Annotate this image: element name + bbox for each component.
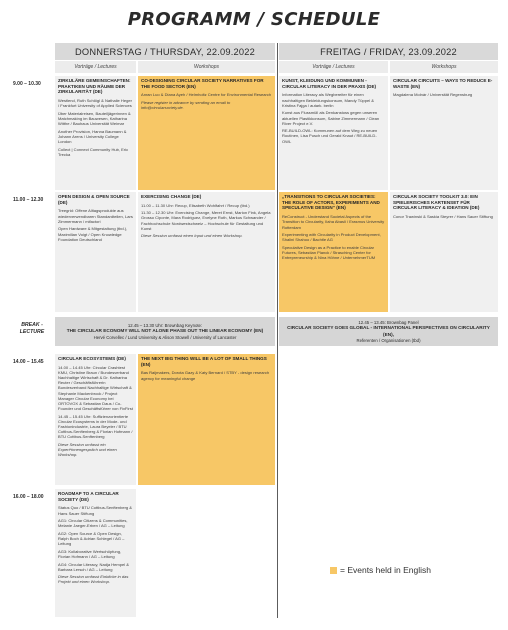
session-roadmap: ROADMAP TO A CIRCULAR SOCIETY (DE) Status Quo / BTU Cottbus-Senftenberg & Hans Sauer Stiftung AG1: Circular Citizens & Communities, Melanie Jaeger-Erben / AG – Leitung AG2: Open Source & Open Design, Ralph Boch & Adrian Schlegel / AG – Leitung AG3: Kollaborative Wertschöpfung, Florian Hofmann / AG – Leitung AG4: Circular Literacy, Nadja Hempel & Barbara Lersch / AG – Leitung Diese Session umfasst Einblicke in das Projekt und einen Workshop.	[55, 489, 136, 617]
session-open-design: OPEN DESIGN & OPEN SOURCE (DE) Treegrid: Offene Alltagsprodukte aus wiederverwendbaren Standardteilen, Lars Zimmermann / mifactori Open Hardware & Mitgestaltung (tbd.), Maximilian Voigt / Open Knowledge Foundation Deutschland	[55, 192, 136, 312]
session-title: ROADMAP TO A CIRCULAR SOCIETY (DE)	[58, 491, 119, 502]
session-title: CO-DESIGNING CIRCULAR SOCIETY NARRATIVES FOR THE FOOD SECTOR (EN)	[141, 78, 264, 89]
subheader-lectures-thu: Vorträge / Lectures	[55, 61, 136, 73]
session-title: THE NEXT BIG THING WILL BE A LOT OF SMALL THINGS (EN)	[141, 356, 267, 367]
keynote-thursday: 12.45 – 13.30 Uhr: Brownbag Keynote: THE CIRCULAR ECONOMY WILL NOT ALONE PHASE OUT THE LINEAR ECONOMY (EN) Hervé Corvellec / Lund University & Alison Stowell / University of Lancaster	[55, 317, 275, 346]
session-kunst-kleidung: KUNST, KLEIDUNG UND KOMMUNEN - CIRCULAR LITERACY IN DER PRAXIS (DE) Information Literacy als Wegbereiter für einen nachhaltigen Bekleidungskonsum, Mandy Tüppel & Kristina Fajga / autark. berlin Kunst aus Flussmüll als Denkanstoss gegen unseren aktuellen Plastikkonsum, Sabine Zimmermann / Clean River Project e.V. RE-BUILD-OWL: Kommunen auf dem Weg zu neuen Routinen, Lisa Pusch und Gerald Knaut / RE-BUILD-OWL	[279, 76, 388, 190]
session-next-big-thing: THE NEXT BIG THING WILL BE A LOT OF SMALL THINGS (EN) Bas Raijmakers, Dorota Gazy & Katy Bernard / STBY - design research agency for meaningful change	[138, 354, 275, 485]
panel-friday: 12.45 – 13.45: Brownbag Panel CIRCULAR SOCIETY GOES GLOBAL - INTERNATIONAL PERSPECTIVES ON CIRCULARITY (EN), Referenten / Organisationen (tbd)	[279, 317, 498, 346]
day-divider	[277, 43, 278, 618]
session-circular-ecosystems: CIRCULAR ECOSYSTEMS (DE) 14.00 – 14.45 Uhr: Circular Crashtest KMU, Christine Braun / Bundesverband Nachhaltige Wirtschaft & Dr. Katharina Reuter / Geschäftsführerin Bundesverband Nachhaltige Wirtschaft & Stephanie Mackenbrock / Project Manager Circular Economy bei ORTOVOX & Sebastian Daus / Co-Founder und Geschäftsführer von FixFirst 14.45 – 15.45 Uhr: Suffizienzorientierte Circular Ecosystems in der Mode- und Fashionindustrie, Laura Beyeler / BTU Cottbus-Senftenberg & Florian Hofmann / BTU Cottbus-Senftenberg Diese Session umfasst ein Expert*innengespräch und einen Workshop.	[55, 354, 136, 485]
subheader-lectures-fri: Vorträge / Lectures	[279, 61, 388, 73]
session-title: „TRANSITIONS TO CIRCULAR SOCIETIES: THE ROLE OF ACTORS, EXPERIMENTS AND SPECULATIVE DESIGN“ (EN)	[282, 194, 380, 211]
session-title: CIRCULAR SOCIETY TOOLKIT 3.0: EIN SPIELERISCHES KARTENSET FÜR CIRCULAR LITERACY & IDEATION (DE)	[393, 194, 480, 211]
session-transitions: „TRANSITIONS TO CIRCULAR SOCIETIES: THE ROLE OF ACTORS, EXPERIMENTS AND SPECULATIVE DESIGN“ (EN) ReConstruct - Understand Societal Aspects of the Transition to Circularity, Ilaha Abasli / Erasmus University Rotterdam Experimenting with Circularity in Product Development, Shalini Shahoo / Bachtle AG Speculative Design as a Practice to enable Circular Futures, Sebastian Planck / Strasching Center for Entrepreneurship & Nina Höhne / UnternehmerTUM	[279, 192, 388, 312]
subheader-workshops-fri: Workshops	[390, 61, 498, 73]
session-co-designing-food: CO-DESIGNING CIRCULAR SOCIETY NARRATIVES FOR THE FOOD SECTOR (EN) Anran Luo & Diana Ayeh / Helmholtz Centre for Environmental Research Please register in advance by sending an email to info@circularsociety.de.	[138, 76, 275, 190]
time-slot-3: 14.00 – 15.45	[13, 359, 44, 365]
page-title: PROGRAMM / SCHEDULE	[127, 9, 381, 30]
session-title: EXERCISING CHANGE (DE)	[141, 194, 202, 199]
session-title: OPEN DESIGN & OPEN SOURCE (DE)	[58, 194, 130, 205]
legend-text: = Events held in English	[340, 565, 431, 575]
session-circular-communities: ZIRKULÄRE GEMEINSCHAFTEN: PRAKTIKEN UND RÄUME DER ZIRKULARITÄT (DE) Westlend, Ruth Schlögl & Nathalie Heger / Frankfurt University of Applied Sciences Über Materialreisen, Bauteiljägerinnen & Matchmaking im Bauwesen, Katharina Witthe / Bauhaus Universität Weimar Another Provision, Hanna Baumann & Johann Arens / University College London Collect | Connect Community Hub, Eric Trecka	[55, 76, 136, 190]
session-toolkit: CIRCULAR SOCIETY TOOLKIT 3.0: EIN SPIELERISCHES KARTENSET FÜR CIRCULAR LITERACY & IDEATION (DE) Conor Trawinski & Saskia Steyrer / Hans Sauer Stiftung	[390, 192, 498, 312]
legend-swatch	[330, 567, 337, 574]
time-slot-2: 11.00 – 12.30	[13, 197, 44, 203]
break-lecture-label: BREAK - LECTURE	[19, 322, 45, 336]
session-circular-circuits: CIRCULAR CIRCUITS – WAYS TO REDUCE E-WASTE (EN) Magdalena Molnár / Universität Regensburg	[390, 76, 498, 190]
time-slot-4: 16.00 – 18.00	[13, 494, 44, 500]
time-slot-1: 9.00 – 10.30	[13, 81, 41, 87]
session-exercising-change: EXERCISING CHANGE (DE) 11.00 – 11.30 Uhr: Recup, Elisabeth Wohlfahrt / Recup (tbd.) 11.30 – 12.30 Uhr: Exercising Change, Meret Ernst, Marion Fink, Angela Grosso Ciponte, Mara Rodriguez, Evelyne Roth, Markus Schwander / Fachhochschule Nordwestschweiz – Hochschule für Gestaltung und Kunst Diese Session umfasst einen Input und einen Workshop.	[138, 192, 275, 312]
subheader-workshops-thu: Workshops	[138, 61, 275, 73]
session-title: CIRCULAR CIRCUITS – WAYS TO REDUCE E-WASTE (EN)	[393, 78, 493, 89]
session-title: KUNST, KLEIDUNG UND KOMMUNEN - CIRCULAR LITERACY IN DER PRAXIS (DE)	[282, 78, 377, 89]
legend	[330, 565, 431, 575]
session-title: ZIRKULÄRE GEMEINSCHAFTEN: PRAKTIKEN UND RÄUME DER ZIRKULARITÄT (DE)	[58, 78, 131, 95]
day-header-friday: FREITAG / FRIDAY, 23.09.2022	[279, 43, 498, 60]
day-header-thursday: DONNERSTAG / THURSDAY, 22.09.2022	[55, 43, 275, 60]
session-title: CIRCULAR ECOSYSTEMS (DE)	[58, 356, 126, 361]
